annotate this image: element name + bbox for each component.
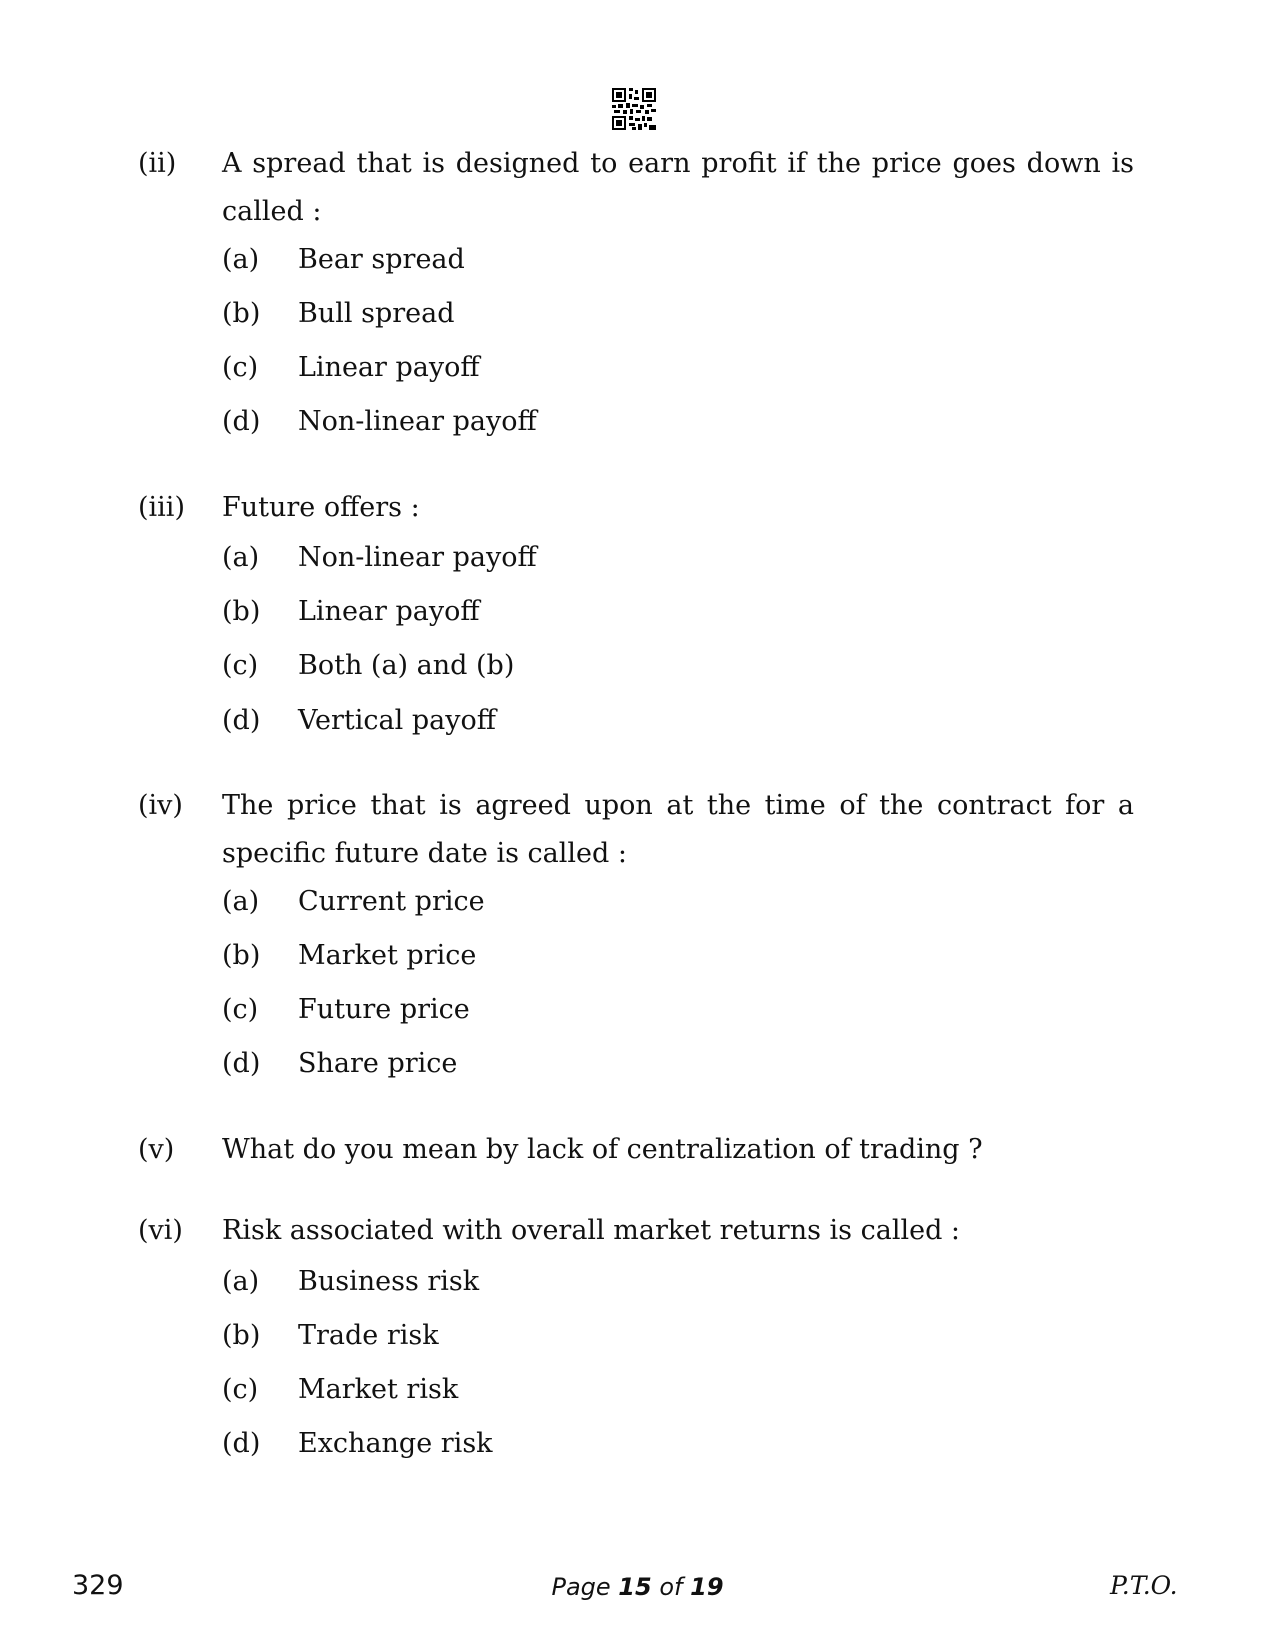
option-label: (a) — [222, 244, 260, 275]
option-item — [0, 1370, 1275, 1410]
option-item — [0, 538, 1275, 578]
option-item — [0, 592, 1275, 632]
option-text: Both (a) and (b) — [298, 650, 515, 681]
option-item — [0, 1424, 1275, 1464]
option-item — [0, 294, 1275, 334]
question-text: A spread that is designed to earn profit if the price goes down is called : — [222, 148, 1134, 227]
option-label: (d) — [222, 406, 261, 437]
option-item — [0, 882, 1275, 922]
option-label: (a) — [222, 542, 260, 573]
question-number: (vi) — [138, 1215, 183, 1246]
option-label: (a) — [222, 886, 260, 917]
option-item — [0, 240, 1275, 280]
page-of: of — [659, 1573, 683, 1601]
question-text: What do you mean by lack of centralization of trading ? — [222, 1134, 983, 1165]
option-text: Business risk — [298, 1266, 480, 1297]
option-item — [0, 1316, 1275, 1356]
pto-label: P.T.O. — [1110, 1571, 1178, 1600]
option-text: Current price — [298, 886, 485, 917]
option-label: (b) — [222, 298, 261, 329]
question-number: (ii) — [138, 148, 177, 179]
question-text: Risk associated with overall market returns is called : — [222, 1215, 961, 1246]
option-label: (d) — [222, 1428, 261, 1459]
option-text: Non-linear payoff — [298, 542, 537, 573]
option-text: Exchange risk — [298, 1428, 493, 1459]
question-text: The price that is agreed upon at the time of the contract for a specific future date is called : — [222, 790, 1134, 869]
option-label: (b) — [222, 596, 261, 627]
option-label: (c) — [222, 650, 259, 681]
page-current: 15 — [618, 1573, 652, 1601]
option-label: (a) — [222, 1266, 260, 1297]
page-number — [0, 1569, 1275, 1605]
page-total: 19 — [690, 1573, 724, 1601]
question-number: (v) — [138, 1134, 175, 1165]
option-text: Linear payoff — [298, 596, 480, 627]
page-prefix: Page — [551, 1573, 611, 1601]
paper-code: 329 — [72, 1570, 124, 1601]
option-text: Trade risk — [298, 1320, 439, 1351]
option-text: Vertical payoff — [298, 705, 496, 736]
option-item — [0, 936, 1275, 976]
option-text: Linear payoff — [298, 352, 480, 383]
option-label: (c) — [222, 1374, 259, 1405]
option-label: (c) — [222, 352, 259, 383]
option-item — [0, 1044, 1275, 1084]
option-text: Non-linear payoff — [298, 406, 537, 437]
option-item — [0, 1262, 1275, 1302]
option-label: (d) — [222, 1048, 261, 1079]
option-text: Bear spread — [298, 244, 465, 275]
option-text: Bull spread — [298, 298, 455, 329]
option-label: (b) — [222, 1320, 261, 1351]
option-text: Future price — [298, 994, 470, 1025]
qr-code-icon — [612, 88, 656, 130]
option-item — [0, 646, 1275, 686]
option-item — [0, 701, 1275, 741]
question-number: (iv) — [138, 790, 183, 821]
question-text: Future offers : — [222, 492, 420, 523]
option-item — [0, 348, 1275, 388]
option-label: (d) — [222, 705, 261, 736]
option-item — [0, 402, 1275, 442]
option-text: Market price — [298, 940, 477, 971]
question-number: (iii) — [138, 492, 185, 523]
option-label: (b) — [222, 940, 261, 971]
option-text: Market risk — [298, 1374, 459, 1405]
option-label: (c) — [222, 994, 259, 1025]
option-text: Share price — [298, 1048, 458, 1079]
option-item — [0, 990, 1275, 1030]
